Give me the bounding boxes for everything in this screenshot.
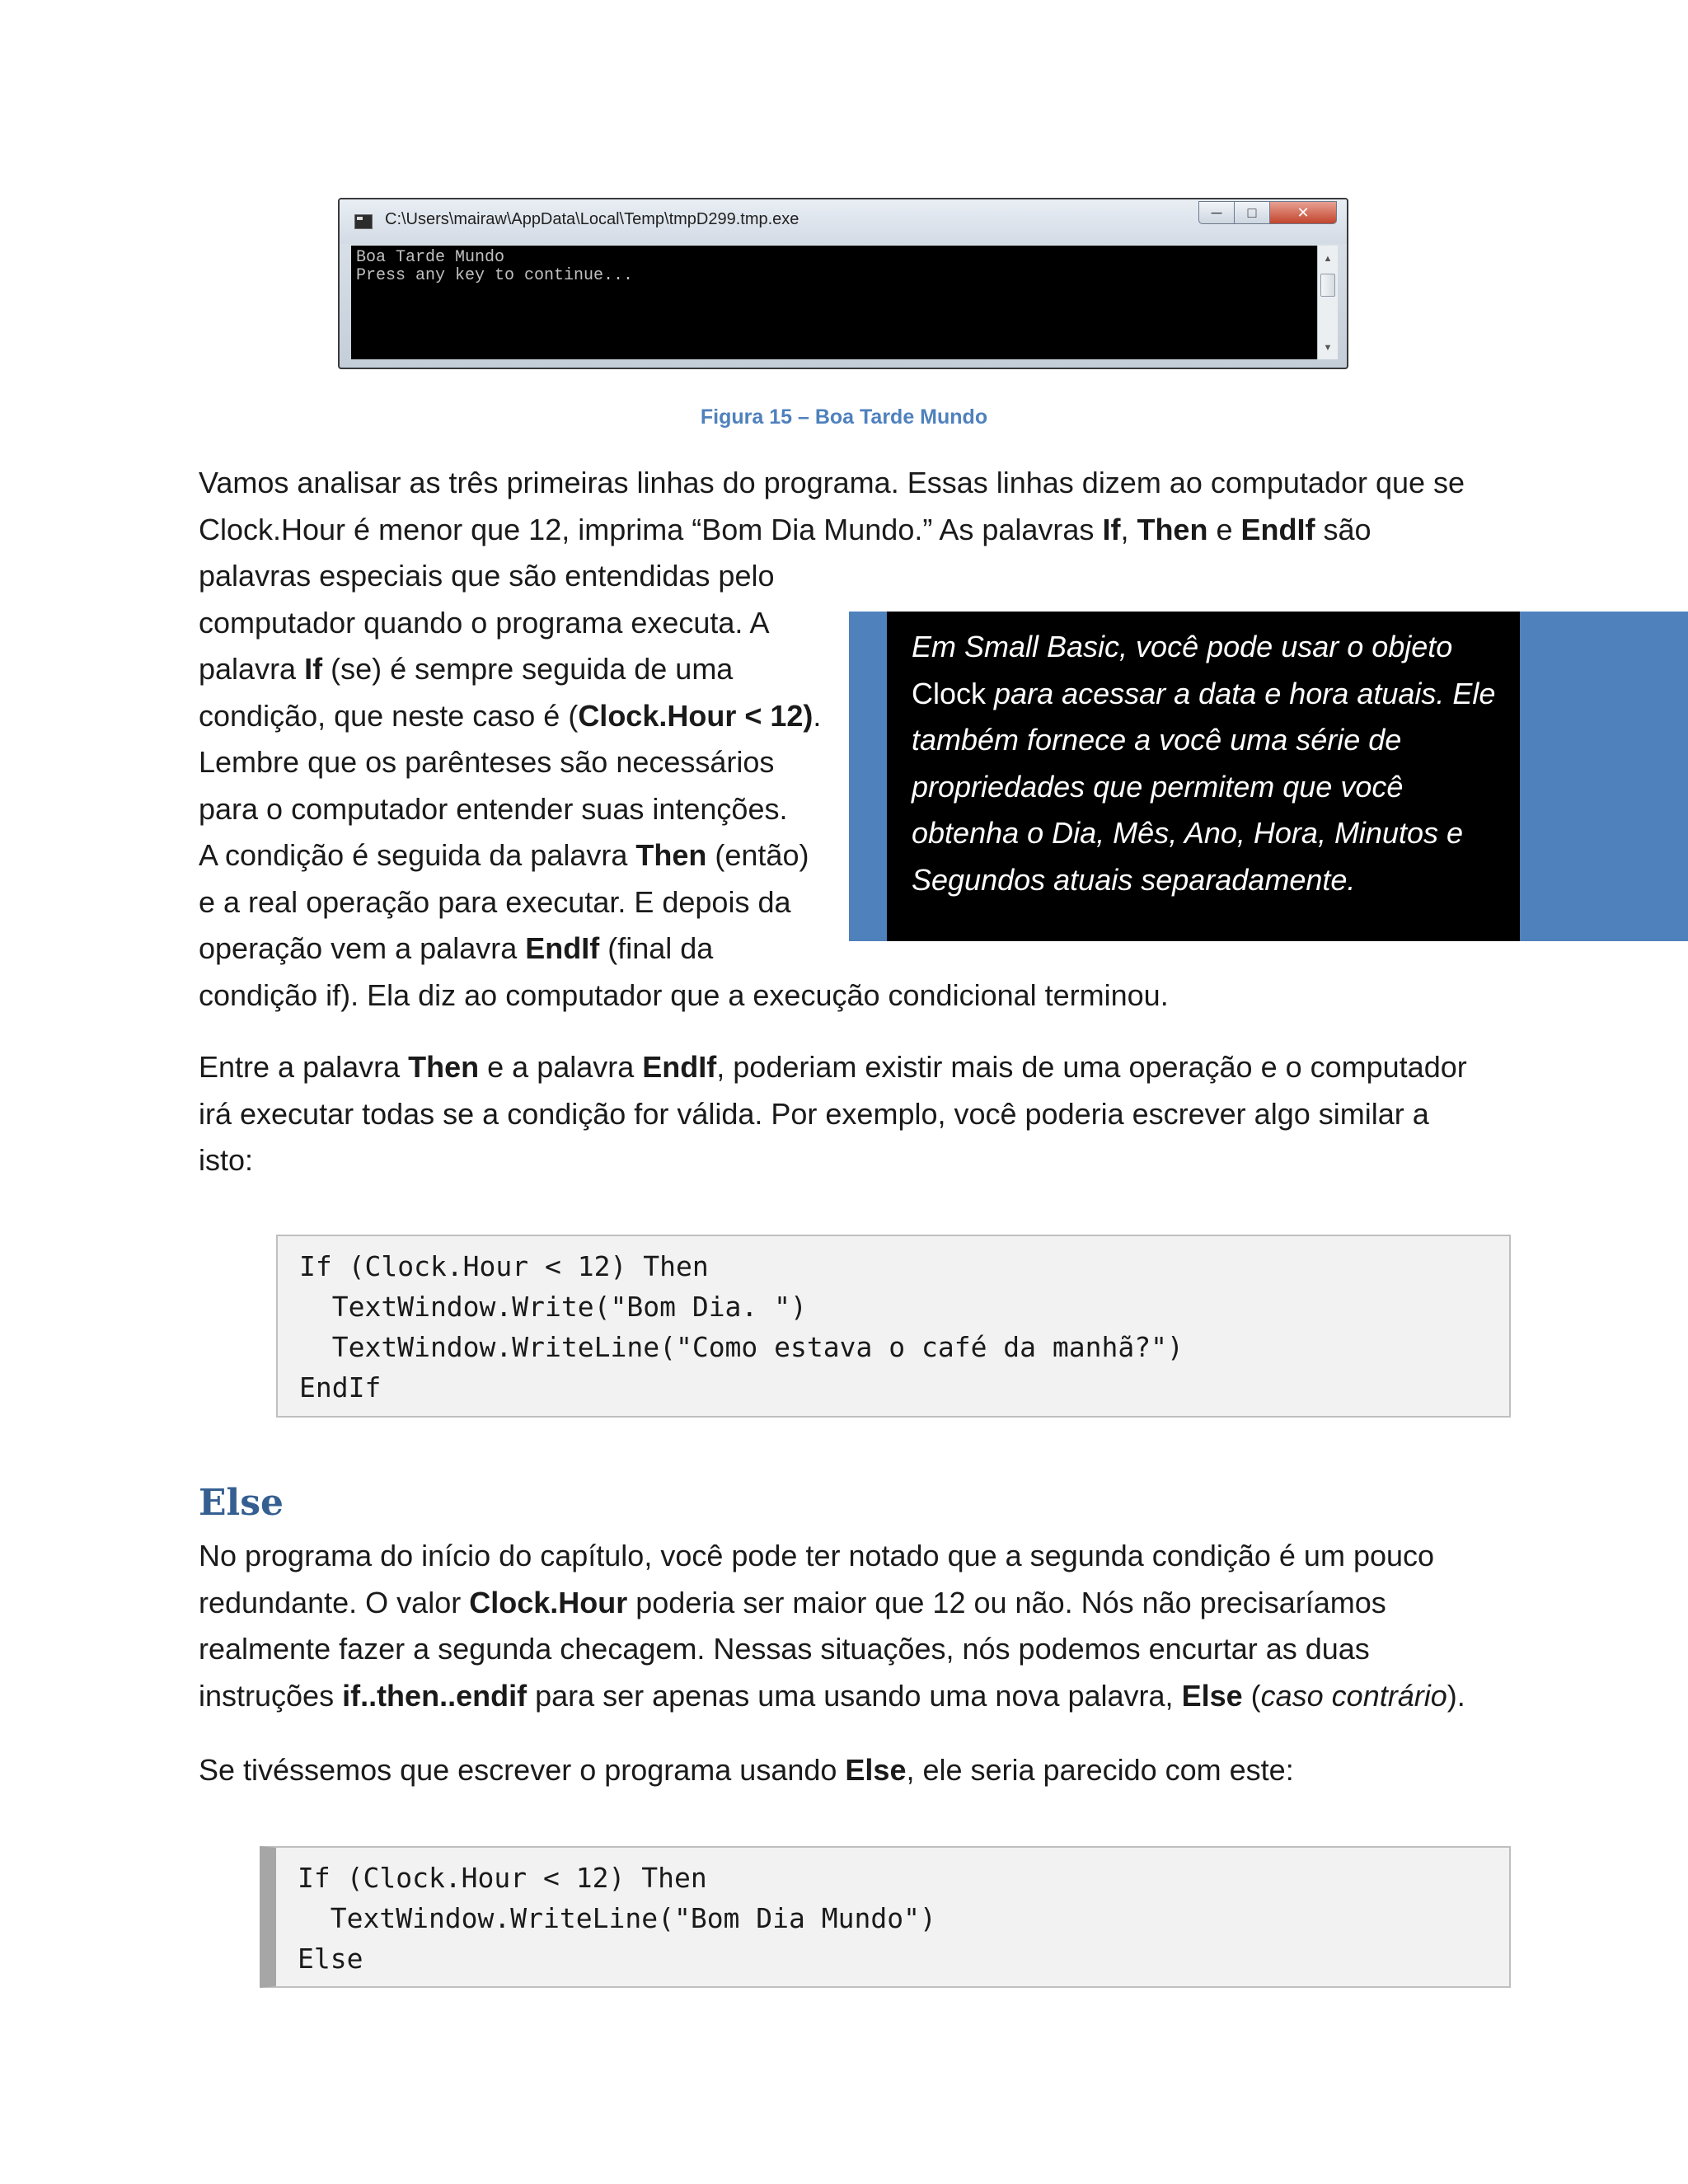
text-run: operação vem a palavra xyxy=(199,931,526,965)
sidebar-clock-word: Clock xyxy=(912,676,987,710)
text-run: Clock.Hour é menor que 12, imprima “Bom Dia Mundo.” As palavras xyxy=(199,512,1103,546)
text-line: computador quando o programa executa. A xyxy=(199,605,770,640)
console-app-icon xyxy=(354,214,373,229)
section-heading: Else xyxy=(199,1482,284,1524)
keyword-else: Else xyxy=(1181,1678,1243,1713)
code-line: TextWindow.WriteLine("Como estava o café da manhã?") xyxy=(299,1331,1184,1363)
keyword-if: If xyxy=(304,652,323,686)
text-run: ). xyxy=(1447,1678,1465,1713)
console-titlebar xyxy=(340,199,1347,244)
sidebar-line: Em Small Basic, você pode usar o objeto xyxy=(912,630,1453,663)
text-run: redundante. O valor xyxy=(199,1585,470,1619)
text-run: instruções xyxy=(199,1678,343,1713)
keyword-condition: Clock.Hour < 12) xyxy=(578,698,814,733)
text-line: isto: xyxy=(199,1143,254,1177)
keyword-if-then-endif: if..then..endif xyxy=(342,1678,528,1713)
keyword-endif: EndIf xyxy=(525,931,600,965)
maximize-icon: □ xyxy=(1234,201,1270,224)
code-line: If (Clock.Hour < 12) Then xyxy=(298,1862,707,1894)
code-line: TextWindow.WriteLine("Bom Dia Mundo") xyxy=(298,1902,936,1934)
text-line: palavras especiais que são entendidas pelo xyxy=(199,559,775,593)
paragraph-else-intro xyxy=(199,1747,1294,1794)
text-run: palavra xyxy=(199,652,305,686)
console-output xyxy=(351,246,1317,359)
text-line: No programa do início do capítulo, você pode ter notado que a segunda condição é um pouco xyxy=(199,1539,1435,1572)
text-run: ( xyxy=(1242,1678,1261,1713)
text-run: para ser apenas uma usando uma nova palavra, xyxy=(527,1678,1182,1713)
text-run: condição, que neste caso é ( xyxy=(199,698,579,733)
code-line: If (Clock.Hour < 12) Then xyxy=(299,1250,709,1282)
close-icon: ✕ xyxy=(1269,201,1337,224)
text-line: realmente fazer a segunda checagem. Nessas situações, nós podemos encurtar as duas xyxy=(199,1632,1370,1666)
text-line xyxy=(199,1044,1467,1091)
sidebar-line xyxy=(912,671,1520,718)
text-run: (final da xyxy=(599,931,714,965)
console-scrollbar xyxy=(1317,246,1338,359)
text-run: Se tivéssemos que escrever o programa usando xyxy=(199,1753,846,1787)
console-line: Boa Tarde Mundo xyxy=(356,248,505,267)
figure-caption: Figura 15 – Boa Tarde Mundo xyxy=(700,405,988,429)
text-line xyxy=(199,507,1465,554)
keyword-else: Else xyxy=(845,1753,907,1787)
italic-translation: caso contrário xyxy=(1260,1678,1447,1713)
keyword-endif: EndIf xyxy=(1240,512,1315,546)
keyword-then: Then xyxy=(635,838,707,872)
keyword-endif: EndIf xyxy=(642,1050,717,1084)
sidebar-line: propriedades que permitem que você xyxy=(912,769,1404,804)
console-line: Press any key to continue... xyxy=(356,266,634,285)
text-line: Lembre que os parênteses são necessários xyxy=(199,745,775,779)
text-line: para o computador entender suas intenções. xyxy=(199,791,788,826)
scroll-up-icon: ▲ xyxy=(1323,254,1333,264)
code-block-if-else xyxy=(260,1846,1511,1988)
text-run: . xyxy=(813,698,822,733)
sidebar-line: também fornece a você uma série de xyxy=(912,723,1402,757)
code-line: EndIf xyxy=(299,1371,382,1404)
text-run: , poderiam existir mais de uma operação e o computador xyxy=(716,1050,1467,1084)
keyword-clock-hour: Clock.Hour xyxy=(469,1585,628,1619)
text-run: são xyxy=(1315,512,1372,546)
sidebar-line: obtenha o Dia, Mês, Ano, Hora, Minutos e xyxy=(912,816,1464,850)
sidebar-text xyxy=(887,612,1520,941)
scroll-down-icon: ▼ xyxy=(1323,343,1333,353)
console-title: C:\Users\mairaw\AppData\Local\Temp\tmpD299.tmp.exe xyxy=(385,210,799,228)
text-run: para acessar a data e hora atuais. Ele xyxy=(986,676,1496,710)
paragraph-multiple-operations xyxy=(199,1044,1467,1184)
keyword-then: Then xyxy=(408,1050,480,1084)
keyword-if: If xyxy=(1102,512,1121,546)
code-block-if-then xyxy=(276,1235,1511,1418)
scroll-thumb xyxy=(1320,274,1335,297)
keyword-then: Then xyxy=(1137,512,1208,546)
window-controls xyxy=(1199,201,1337,226)
sidebar-callout xyxy=(849,612,1688,941)
text-run: e a palavra xyxy=(479,1050,643,1084)
text-run: e xyxy=(1207,512,1241,546)
sidebar-line: Segundos atuais separadamente. xyxy=(912,862,1356,897)
text-line xyxy=(199,1673,1465,1720)
text-line: Vamos analisar as três primeiras linhas do programa. Essas linhas dizem ao computador que se xyxy=(199,466,1465,499)
text-run: (então) xyxy=(706,838,809,872)
minimize-icon: ─ xyxy=(1198,201,1235,224)
text-run: A condição é seguida da palavra xyxy=(199,838,636,872)
text-run: Entre a palavra xyxy=(199,1050,409,1084)
text-line: condição if). Ela diz ao computador que a execução condicional terminou. xyxy=(199,977,1169,1012)
text-run: poderia ser maior que 12 ou não. Nós não precisaríamos xyxy=(627,1585,1386,1619)
text-run: , ele seria parecido com este: xyxy=(906,1753,1294,1787)
text-line xyxy=(199,1580,1465,1627)
code-line: Else xyxy=(298,1943,363,1975)
text-run: , xyxy=(1120,512,1137,546)
text-line: irá executar todas se a condição for válida. Por exemplo, você poderia escrever algo similar a xyxy=(199,1096,1429,1131)
code-line: TextWindow.Write("Bom Dia. ") xyxy=(299,1291,807,1323)
console-window-screenshot xyxy=(338,198,1348,369)
text-run: (se) é sempre seguida de uma xyxy=(322,652,734,686)
text-line xyxy=(199,1747,1294,1794)
paragraph-else-explanation xyxy=(199,1533,1465,1719)
text-line: e a real operação para executar. E depois da xyxy=(199,884,791,919)
